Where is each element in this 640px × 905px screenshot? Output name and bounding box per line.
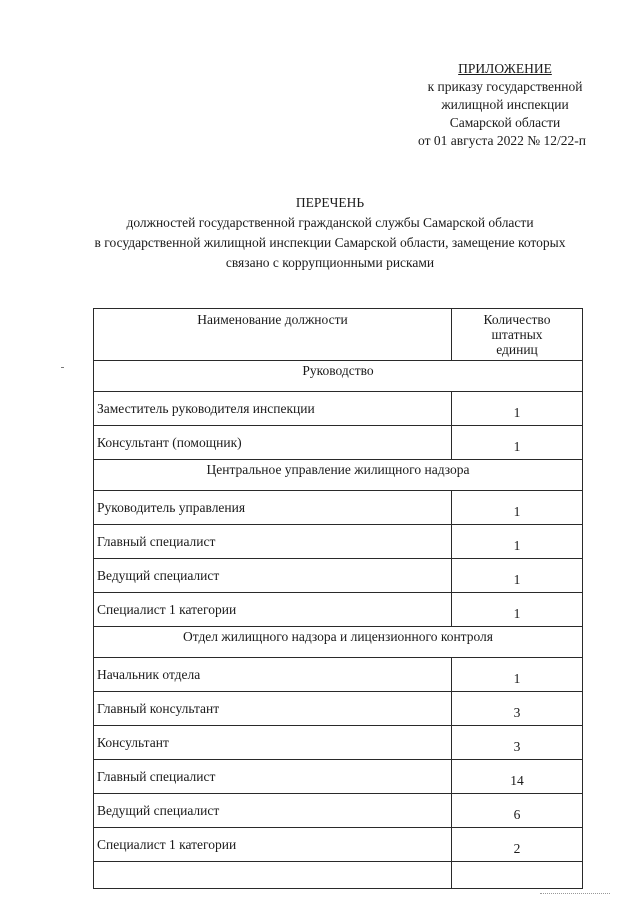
table-body <box>94 361 583 889</box>
position-quantity: 1 <box>452 658 583 692</box>
position-name: Специалист 1 категории <box>94 593 452 627</box>
table-row <box>94 426 583 460</box>
table-row <box>94 692 583 726</box>
position-quantity: 1 <box>452 559 583 593</box>
table-row <box>94 491 583 525</box>
appendix-line: жилищной инспекции <box>441 97 569 112</box>
header-quantity-line: единиц <box>496 342 538 357</box>
position-name: Главный консультант <box>94 692 452 726</box>
position-name: Заместитель руководителя инспекции <box>94 392 452 426</box>
header-quantity-line: Количество <box>483 312 551 327</box>
empty-row <box>94 862 583 889</box>
empty-cell <box>452 862 583 889</box>
table-row <box>94 726 583 760</box>
table-row <box>94 593 583 627</box>
position-quantity: 1 <box>452 392 583 426</box>
position-name: Специалист 1 категории <box>94 828 452 862</box>
position-quantity: 1 <box>452 491 583 525</box>
footer-divider <box>540 893 610 894</box>
appendix-heading: ПРИЛОЖЕНИЕ <box>458 61 552 76</box>
position-quantity: 1 <box>452 525 583 559</box>
title-heading: ПЕРЕЧЕНЬ <box>295 195 365 210</box>
position-name: Консультант <box>94 726 452 760</box>
title-line: в государственной жилищной инспекции Самарской области, замещение которых <box>94 235 566 250</box>
table-row <box>94 794 583 828</box>
appendix-line: Самарской области <box>449 115 561 130</box>
header-quantity <box>452 309 583 361</box>
position-name: Ведущий специалист <box>94 794 452 828</box>
section-row <box>94 627 583 658</box>
table-row <box>94 658 583 692</box>
position-name: Главный специалист <box>94 525 452 559</box>
position-quantity: 1 <box>452 426 583 460</box>
table-row <box>94 760 583 794</box>
header-position-name: Наименование должности <box>94 309 452 361</box>
appendix-block <box>400 60 610 150</box>
appendix-date-line: от 01 августа 2022 № 12/22-п <box>418 133 586 148</box>
section-title: Отдел жилищного надзора и лицензионного контроля <box>94 627 583 658</box>
section-row <box>94 460 583 491</box>
section-title: Центральное управление жилищного надзора <box>94 460 583 491</box>
header-quantity-line: штатных <box>491 327 543 342</box>
appendix-line: к приказу государственной <box>427 79 583 94</box>
position-quantity: 2 <box>452 828 583 862</box>
position-name: Ведущий специалист <box>94 559 452 593</box>
section-title: Руководство <box>94 361 583 392</box>
position-name: Главный специалист <box>94 760 452 794</box>
position-quantity: 3 <box>452 726 583 760</box>
position-name: Консультант (помощник) <box>94 426 452 460</box>
document-title <box>40 193 620 273</box>
empty-cell <box>94 862 452 889</box>
position-quantity: 6 <box>452 794 583 828</box>
table-row <box>94 559 583 593</box>
table-row <box>94 392 583 426</box>
scan-mark <box>61 367 64 368</box>
position-quantity: 14 <box>452 760 583 794</box>
table-header-row <box>94 309 583 361</box>
position-name: Начальник отдела <box>94 658 452 692</box>
section-row <box>94 361 583 392</box>
position-quantity: 1 <box>452 593 583 627</box>
positions-table <box>93 308 583 889</box>
position-quantity: 3 <box>452 692 583 726</box>
position-name: Руководитель управления <box>94 491 452 525</box>
title-line: должностей государственной гражданской службы Самарской области <box>126 215 534 230</box>
table-row <box>94 828 583 862</box>
title-line: связано с коррупционными рисками <box>225 255 435 270</box>
table-row <box>94 525 583 559</box>
